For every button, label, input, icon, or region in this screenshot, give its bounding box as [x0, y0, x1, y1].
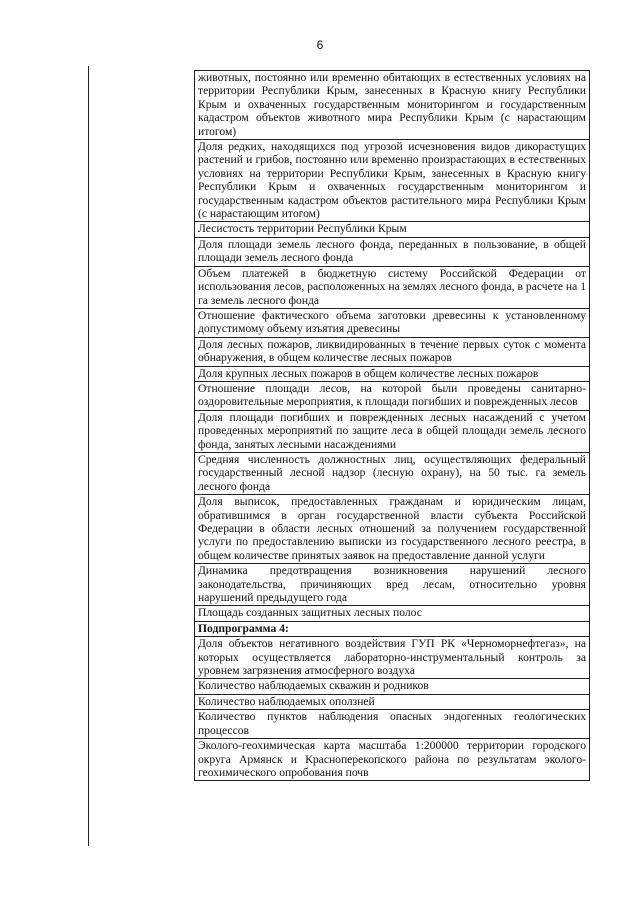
table-row — [195, 606, 590, 621]
indicator-cell: Доля площади земель лесного фонда, переданных в пользование, в общей площади земель лесного фонда — [195, 237, 590, 266]
table-row — [195, 637, 590, 679]
table-row — [195, 366, 590, 381]
indicator-cell: Эколого-геохимическая карта масштаба 1:200000 территории городского округа Армянск и Красноперекопского района по результатам эколого-геохимического опробования почв — [195, 739, 590, 781]
table-row — [195, 308, 590, 337]
table-row — [195, 694, 590, 709]
indicator-cell: Лесистость территории Республики Крым — [195, 222, 590, 237]
indicator-cell: Количество наблюдаемых скважин и родников — [195, 679, 590, 694]
page-number: 6 — [316, 38, 324, 52]
indicator-cell: Объем платежей в бюджетную систему Российской Федерации от использования лесов, расположенных на землях лесного фонда, в расчете на 1 га земель лесного фонда — [195, 266, 590, 308]
table-row — [195, 140, 590, 222]
indicator-cell: Отношение фактического объема заготовки древесины к установленному допустимому объему изъятия древесины — [195, 308, 590, 337]
indicator-cell: Доля выписок, предоставленных гражданам и юридическим лицам, обратившимся в орган государственной власти субъекта Российской Федерации в области лесных отношений за получением государственной услуги по предоставлению выписки из государственного лесного реестра, в общем количестве принятых заявок на предоставление данной услуги — [195, 495, 590, 564]
table-row — [195, 222, 590, 237]
table-row — [195, 410, 590, 452]
indicators-table — [194, 70, 590, 781]
table-row — [195, 452, 590, 494]
subprogram-heading: Подпрограмма 4: — [195, 621, 590, 636]
table-row — [195, 739, 590, 781]
indicator-cell: Динамика предотвращения возникновения нарушений лесного законодательства, причиняющих вред лесам, относительно уровня нарушений предыдущего года — [195, 564, 590, 606]
indicator-cell: Доля лесных пожаров, ликвидированных в течение первых суток с момента обнаружения, в общем количестве лесных пожаров — [195, 337, 590, 366]
table-row — [195, 495, 590, 564]
table-row — [195, 266, 590, 308]
indicator-cell: животных, постоянно или временно обитающих в естественных условиях на территории Республики Крым, занесенных в Красную книгу Республики Крым и охваченных государственным мониторингом и государственным кадастром объектов животного мира Республики Крым (с нарастающим итогом) — [195, 71, 590, 140]
table-row — [195, 679, 590, 694]
indicator-cell: Доля редких, находящихся под угрозой исчезновения видов дикорастущих растений и грибов, постоянно или временно произрастающих в естественных условиях на территории Республики Крым, занесенных в Красную книгу Республики Крым и охваченных государственным мониторингом и государственным кадастром объектов растительного мира Республики Крым (с нарастающим итогом) — [195, 140, 590, 222]
table-row — [195, 337, 590, 366]
indicator-cell: Площадь созданных защитных лесных полос — [195, 606, 590, 621]
indicator-cell: Доля площади погибших и поврежденных лесных насаждений с учетом проведенных мероприятий по защите леса в общей площади земель лесного фонда, занятых лесными насаждениями — [195, 410, 590, 452]
indicator-cell: Доля объектов негативного воздействия ГУП РК «Черноморнефтегаз», на которых осуществляется лабораторно-инструментальный контроль за уровнем загрязнения атмосферного воздуха — [195, 637, 590, 679]
indicator-cell: Количество наблюдаемых оползней — [195, 694, 590, 709]
table-row — [195, 710, 590, 739]
table-row — [195, 71, 590, 140]
indicator-cell: Средняя численность должностных лиц, осуществляющих федеральный государственный лесной надзор (лесную охрану), на 50 тыс. га земель лесного фонда — [195, 452, 590, 494]
indicator-cell: Количество пунктов наблюдения опасных эндогенных геологических процессов — [195, 710, 590, 739]
indicator-cell: Доля крупных лесных пожаров в общем количестве лесных пожаров — [195, 366, 590, 381]
table-row — [195, 381, 590, 410]
left-column-rule — [88, 66, 89, 846]
table-row — [195, 237, 590, 266]
indicator-cell: Отношение площади лесов, на которой были проведены санитарно-оздоровительные мероприятия, к площади погибших и поврежденных лесов — [195, 381, 590, 410]
table-row — [195, 621, 590, 636]
table-row — [195, 564, 590, 606]
